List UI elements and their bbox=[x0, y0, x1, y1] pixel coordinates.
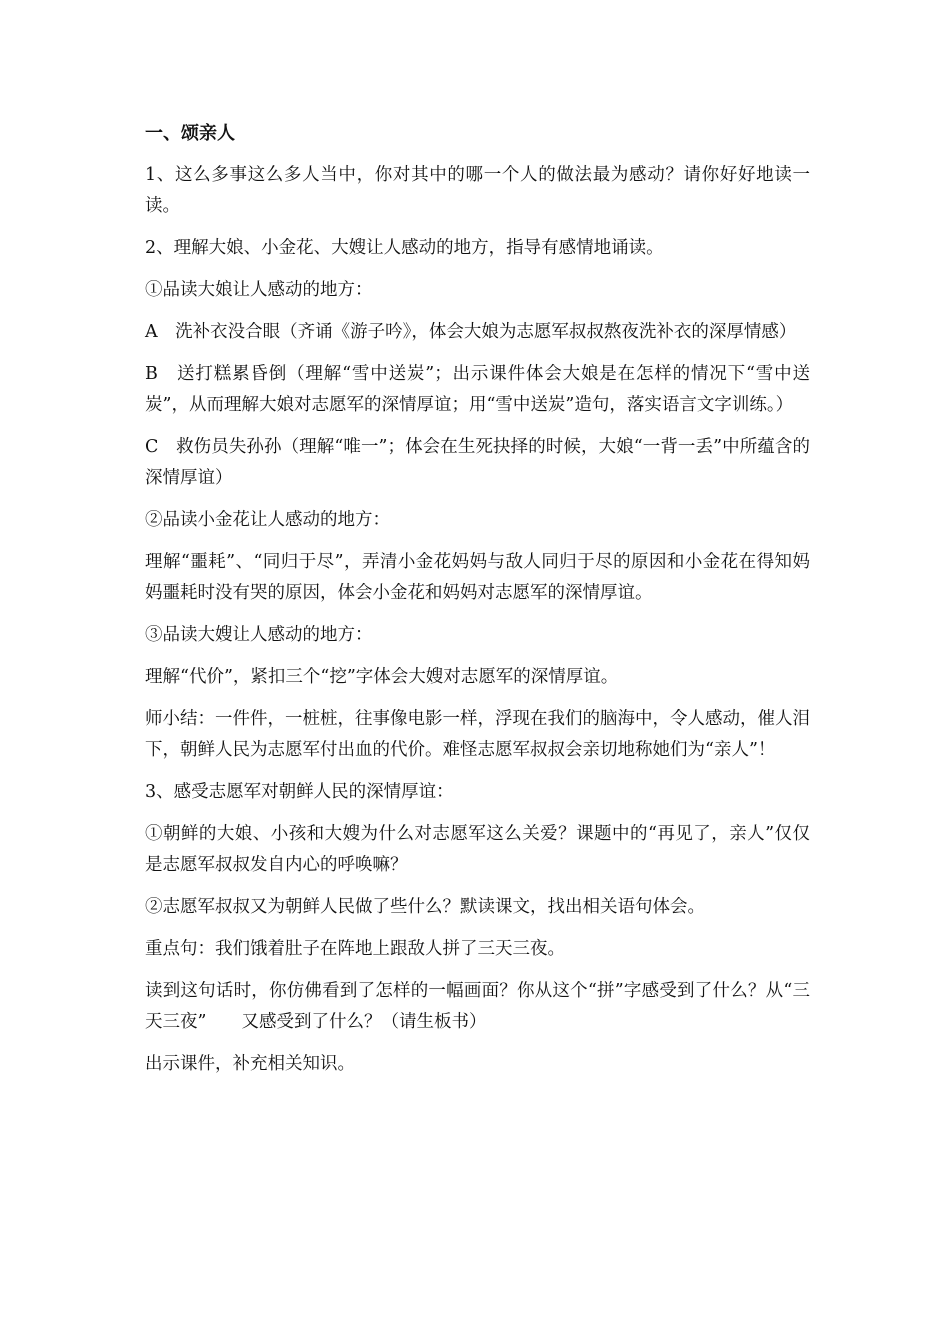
paragraph-key-sentence: 重点句：我们饿着肚子在阵地上跟敌人拼了三天三夜。 bbox=[145, 939, 565, 959]
document-page bbox=[145, 118, 810, 1091]
paragraph-daniang-title: ①品读大娘让人感动的地方： bbox=[145, 280, 373, 300]
paragraph-question-1: 1、这么多事这么多人当中，你对其中的哪一个人的做法最为感动？请你好好地读一读。 bbox=[145, 165, 810, 216]
paragraph-daniang-a: A 洗补衣没合眼（齐诵《游子吟》，体会大娘为志愿军叔叔熬夜洗补衣的深厚情感） bbox=[145, 322, 797, 342]
paragraph-dasao-body: 理解“代价”，紧扣三个“挖”字体会大嫂对志愿军的深情厚谊。 bbox=[145, 667, 619, 687]
paragraph-sub-question-2: ②志愿军叔叔又为朝鲜人民做了些什么？默读课文，找出相关语句体会。 bbox=[145, 897, 705, 917]
paragraph-summary: 师小结：一件件，一桩桩，往事像电影一样，浮现在我们的脑海中，令人感动，催人泪下，朝鲜人民为志愿军付出血的代价。难怪志愿军叔叔会亲切地称她们为“亲人”！ bbox=[145, 709, 810, 760]
paragraph-sub-question-1: ①朝鲜的大娘、小孩和大嫂为什么对志愿军这么关爱？课题中的“再见了，亲人”仅仅是志愿军叔叔发自内心的呼唤嘛？ bbox=[145, 824, 810, 875]
paragraph-reading-question: 读到这句话时，你仿佛看到了怎样的一幅画面？你从这个“拼”字感受到了什么？从“三天三夜” 又感受到了什么？（请生板书） bbox=[145, 981, 810, 1032]
paragraph-question-2: 2、理解大娘、小金花、大嫂让人感动的地方，指导有感情地诵读。 bbox=[145, 238, 664, 258]
paragraph-xiaojinhua-title: ②品读小金花让人感动的地方： bbox=[145, 510, 390, 530]
paragraph-daniang-c: C 救伤员失孙孙（理解“唯一”；体会在生死抉择的时候，大娘“一背一丢”中所蕴含的深情厚谊） bbox=[145, 437, 810, 488]
paragraph-question-3: 3、感受志愿军对朝鲜人民的深情厚谊： bbox=[145, 782, 454, 802]
paragraph-xiaojinhua-body: 理解“噩耗”、“同归于尽”，弄清小金花妈妈与敌人同归于尽的原因和小金花在得知妈妈噩耗时没有哭的原因，体会小金花和妈妈对志愿军的深情厚谊。 bbox=[145, 552, 810, 603]
paragraph-daniang-b: B 送打糕累昏倒（理解“雪中送炭”；出示课件体会大娘是在怎样的情况下“雪中送炭”，从而理解大娘对志愿军的深情厚谊；用“雪中送炭”造句，落实语言文字训练。） bbox=[145, 364, 810, 415]
section-heading: 一、颂亲人 bbox=[145, 123, 235, 144]
paragraph-dasao-title: ③品读大嫂让人感动的地方： bbox=[145, 625, 373, 645]
paragraph-courseware: 出示课件，补充相关知识。 bbox=[145, 1054, 355, 1074]
